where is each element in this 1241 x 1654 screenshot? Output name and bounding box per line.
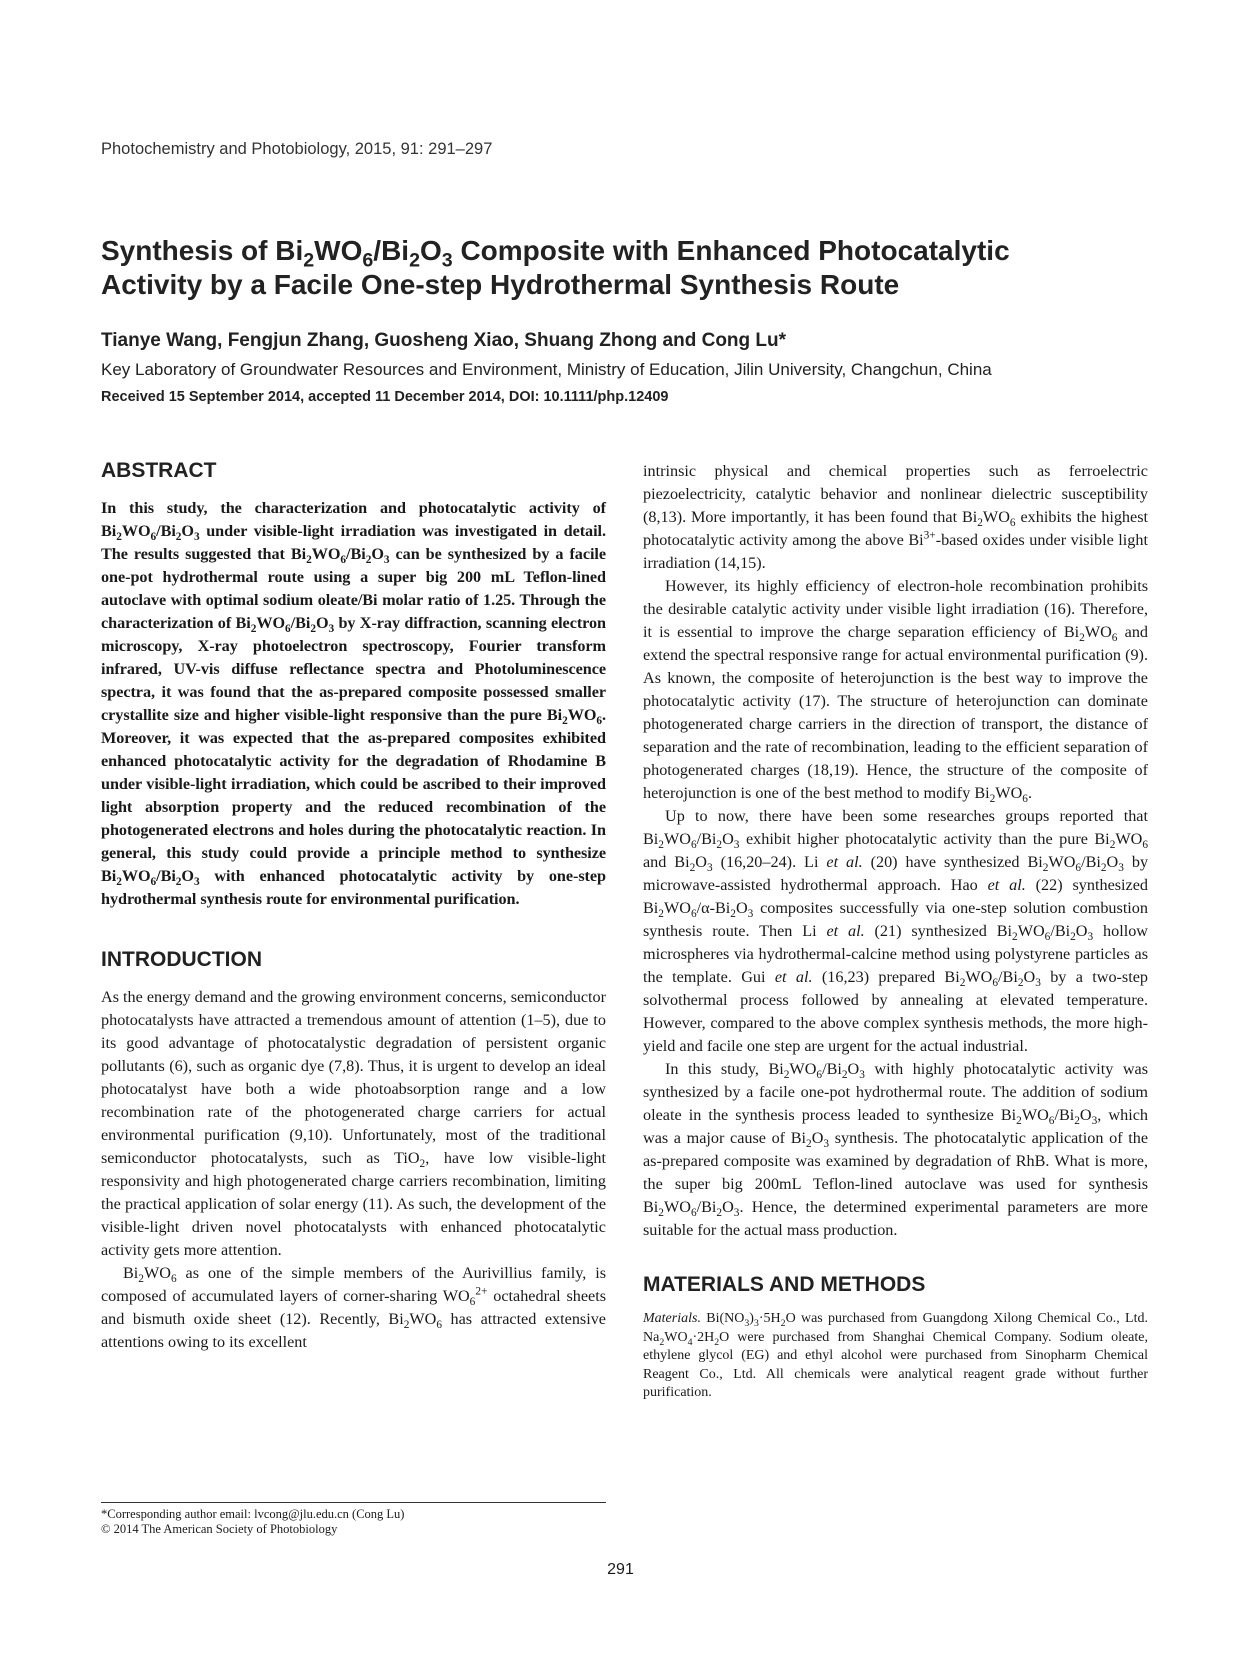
formula-text: Bi — [701, 830, 717, 848]
formula-text: O — [1079, 1106, 1092, 1124]
sub: 2 — [841, 1069, 848, 1082]
sub: 2 — [306, 554, 312, 567]
sub: 2 — [1070, 931, 1076, 944]
sub: 3 — [441, 249, 453, 272]
formula-text: Bi — [350, 545, 366, 563]
sub: 6 — [340, 554, 347, 567]
sub: 2 — [689, 862, 696, 875]
author-list: Tianye Wang, Fengjun Zhang, Guosheng Xiao, Shuang Zhong and Cong Lu* — [101, 330, 787, 351]
sub: 2 — [977, 517, 983, 530]
formula-text: WO — [982, 508, 1010, 526]
sub: 3 — [383, 554, 390, 567]
formula-text: WO — [1084, 623, 1112, 641]
footnote-divider — [101, 1502, 606, 1503]
sub: 2 — [1017, 977, 1024, 990]
sub: 2 — [409, 249, 420, 272]
formula-text: WO — [1048, 853, 1076, 871]
formula-text: Bi — [160, 867, 176, 885]
body-text: with highly photocatalytic activity was synthesized by a facile one-pot hydrothermal route. The addition of sodium oleate in the synthesis process leaded to synthesize Bi — [643, 1060, 1148, 1124]
formula-text: WO — [664, 1329, 688, 1345]
sub: 6 — [1048, 1115, 1055, 1128]
sub: 2 — [116, 876, 122, 889]
formula-text: Bi — [381, 235, 410, 266]
sub: 3 — [328, 623, 335, 636]
sub: 3 — [859, 1069, 865, 1082]
body-text: by microwave-assisted hydrothermal approach. Hao — [643, 853, 1149, 894]
et-al: et al. — [987, 876, 1026, 894]
formula-text: O — [371, 545, 384, 563]
formula-text: Bi — [1054, 922, 1071, 940]
sub: 2 — [1016, 1115, 1022, 1128]
sub: 6 — [150, 876, 157, 889]
formula-text: Bi — [1002, 968, 1018, 986]
body-text: Bi(NO — [706, 1311, 745, 1326]
sub: 3 — [744, 1317, 750, 1329]
page-number: 291 — [607, 1561, 634, 1578]
materials-methods-heading: MATERIALS AND METHODS — [643, 1273, 926, 1296]
formula-text: WO — [663, 899, 691, 917]
formula-text: / — [156, 522, 161, 540]
sub: 2 — [989, 793, 996, 806]
sub: 6 — [469, 1296, 476, 1309]
formula-text: / — [156, 867, 161, 885]
body-text: , have low visible-light responsivity and high photogenerated charge carriers recombination, limiting the practical application of solar energy (11). As such, the development of the visible-light driven novel photocatalysts with enhanced photocatalytic activity gets more attention. — [101, 1149, 606, 1259]
intro-paragraph-1 — [101, 986, 606, 1262]
right-paragraph-2: However, its highly efficiency of electron-hole recombination prohibits the desirable catalytic activity under visible light irradiation (16). Therefore, it is essential to improve the charge separation efficiency of $Bi_2WO_6$ and extend the spectral responsive range for actual environmental purification (9). As known, the composite of heterojunction is the best way to improve the photocatalytic activity (17). The structure of heterojunction can dominate photogenerated charge carriers in the direction of transport, the distance of separation and the rate of recombination, leading to the efficient separation of photogenerated charges (18,19). Hence, the structure of the composite of heterojunction is one of the best method to modify $Bi_2WO_6$. — [643, 577, 1149, 806]
sub: 2 — [716, 839, 723, 852]
body-text: has attracted extensive attentions owing to its excellent — [101, 1310, 606, 1351]
et-al: et al. — [826, 922, 865, 940]
body-text: by a two-step solvothermal process followed by annealing at elevated temperature. However, compared to the above complex synthesis methods, the more high-yield and facile one step are urgent for the actual industrial. — [643, 968, 1149, 1055]
sub: 2 — [1109, 839, 1116, 852]
formula-text: O — [735, 899, 748, 917]
sub: 2 — [780, 1317, 786, 1329]
body-text: O was purchased from Guangdong Xilong Chemical Co., Ltd. Na — [643, 1311, 1148, 1345]
sub: 6 — [1009, 517, 1016, 530]
sub: 2 — [1074, 1115, 1080, 1128]
formula-text: WO — [789, 1060, 817, 1078]
body-text: (16,23) prepared Bi — [821, 968, 960, 986]
body-text: . Hence, the determined experimental parameters are more suitable for the actual mass production. — [643, 1198, 1148, 1239]
formula-text: O — [1023, 968, 1036, 986]
formula-text: O — [722, 1198, 734, 1216]
sub: 3 — [733, 1207, 740, 1220]
body-text: exhibit higher photocatalytic activity than the pure Bi — [745, 830, 1110, 848]
formula-text: O — [847, 1060, 860, 1078]
sub: 6 — [816, 1069, 823, 1082]
body-text: and Bi — [643, 853, 690, 871]
body-text: (21) synthesized Bi — [874, 922, 1013, 940]
formula-text: WO — [1017, 922, 1045, 940]
title-line1-rest: Composite with Enhanced Photocatalytic — [460, 235, 1010, 266]
formula-text: / — [346, 545, 351, 563]
formula-text: WO — [311, 545, 341, 563]
formula-text: WO — [121, 522, 151, 540]
formula-text: / — [290, 614, 296, 632]
sub: 2 — [138, 1273, 144, 1286]
sub: 6 — [1111, 632, 1118, 645]
sub: 2 — [303, 249, 315, 272]
body-text: composites successfully via one-step solution combustion synthesis route. Then Li — [643, 899, 1148, 940]
et-al: et al. — [826, 853, 863, 871]
formula-text: Bi — [123, 1264, 139, 1282]
body-text: ·5H — [758, 1311, 781, 1326]
formula-text: WO — [1021, 1106, 1049, 1124]
formula-text: / — [1081, 853, 1086, 871]
sub: 3 — [823, 1138, 830, 1151]
formula-text: WO — [663, 830, 691, 848]
body-text: exhibits the highest photocatalytic activity among the above Bi — [643, 508, 1149, 549]
formula-text: O — [181, 522, 194, 540]
right-paragraph-3 — [643, 805, 1148, 1058]
sub: 2 — [419, 1158, 426, 1171]
sub: 3 — [193, 876, 200, 889]
sub: 3 — [193, 531, 200, 544]
sub: 2 — [562, 715, 568, 728]
formula-text: WO — [121, 867, 151, 885]
body-text: , which was a major cause of Bi — [643, 1106, 1148, 1147]
body-text: as one of the simple members of the Aurivillius family, is composed of accumulated layers of corner-sharing WO — [101, 1264, 607, 1305]
formula-text: O — [695, 853, 707, 871]
formula-text: WO — [663, 1198, 691, 1216]
paper-title — [101, 234, 1161, 302]
corresponding-author-note: *Corresponding author email: lvcong@jlu.edu.cn (Cong Lu) — [101, 1507, 405, 1521]
sub: 2 — [658, 1207, 664, 1220]
journal-citation: Photochemistry and Photobiology, 2015, 91: 291–297 — [101, 140, 493, 158]
sub: 6 — [1142, 839, 1148, 852]
formula-text: O — [722, 830, 734, 848]
sub: 6 — [436, 1319, 443, 1332]
formula-text: /α-Bi — [696, 899, 731, 917]
formula-text: WO — [995, 784, 1023, 802]
formula-text: / — [822, 1060, 827, 1078]
sub: 2 — [714, 1336, 720, 1348]
sub: 6 — [596, 715, 602, 728]
abstract-text: with enhanced photocatalytic activity by one-step hydrothermal synthesis route for environmental purification. — [101, 867, 606, 908]
formula-text: Bi — [826, 1060, 842, 1078]
sub: 4 — [687, 1336, 693, 1348]
sub: 2 — [1012, 931, 1018, 944]
formula-text: O — [315, 614, 329, 632]
abstract-text: . Moreover, it was expected that the as-prepared composites exhibited enhanced photocatalytic activity for the degradation of Rhodamine B under visible-light irradiation, which could be ascribed to their improved light absorption property and the reduced recombination of the photogenerated electrons and holes during the photocatalytic reaction. In general, this study could provide a principle method to synthesize Bi — [101, 706, 606, 885]
sub: 6 — [1075, 862, 1082, 875]
body-text: octahedral sheets and bismuth oxide sheet (12). Recently, Bi — [101, 1287, 607, 1328]
body-text: (22) synthesized Bi — [643, 876, 1149, 917]
formula-text: / — [1054, 1106, 1059, 1124]
formula-text: Bi — [160, 522, 176, 540]
right-paragraph-1 — [643, 460, 1148, 575]
sub: 6 — [992, 977, 999, 990]
abstract-text: In this study, the characterization and photocatalytic activity of Bi — [101, 499, 606, 540]
sup: 3+ — [923, 529, 936, 542]
sub: 6 — [285, 623, 291, 636]
formula-text: O — [811, 1129, 824, 1147]
sub: 3 — [733, 839, 740, 852]
sub: 2 — [250, 623, 257, 636]
sub: 3 — [1091, 1115, 1098, 1128]
formula-text: WO — [567, 706, 597, 724]
formula-text: WO — [256, 614, 286, 632]
right-paragraph-4 — [643, 1058, 1148, 1242]
body-text: ·2H — [692, 1329, 715, 1345]
sub: 6 — [690, 908, 697, 921]
formula-text: WO — [409, 1310, 437, 1328]
sub: 2 — [1079, 632, 1085, 645]
body-text: synthesis. The photocatalytic application of the as-prepared composite was examined by degradation of RhB. What is more, the super big 200mL Teflon-lined autoclave was used for synthesis Bi — [643, 1129, 1149, 1216]
abstract-text: can be synthesized by a facile one-pot hydrothermal route using a super big 200 mL Teflon-lined autoclave with optimal sodium oleate/Bi molar ratio of 1.25. Through the characterization of Bi — [101, 545, 607, 632]
formula-text: Bi — [1058, 1106, 1075, 1124]
sub: 2 — [116, 531, 122, 544]
body-text: As the energy demand and the growing environment concerns, semiconductor photocatalysts have attracted a tremendous amount of attention (1–5), due to its good advantage of photocatalystic degradation of persistent organic pollutants (6), such as organic dye (7,8). Thus, it is urgent to develop an ideal photocatalyst have both a wide photoabsorption range and a low recombination rate of the photogenerated charge carriers for actual environmental purification (9,10). Unfortunately, most of the traditional semiconductor photocatalysts, such as TiO — [101, 988, 606, 1167]
sub: 2 — [783, 1069, 790, 1082]
body-text: Up to now, there have been some researches groups reported that Bi — [643, 807, 1148, 848]
sub: 2 — [1042, 862, 1049, 875]
formula-text: WO — [314, 235, 363, 266]
sub: 3 — [753, 1317, 759, 1329]
sup: 2+ — [475, 1285, 488, 1298]
et-al: et al. — [774, 968, 813, 986]
title-line2: Activity by a Facile One-step Hydrothermal Synthesis Route — [101, 269, 900, 300]
footnote — [101, 1507, 606, 1537]
abstract-heading: ABSTRACT — [101, 459, 217, 482]
sub: 6 — [150, 531, 157, 544]
affiliation: Key Laboratory of Groundwater Resources and Environment, Ministry of Education, Jilin University, Changchun, China — [101, 360, 992, 379]
formula-text: / — [696, 830, 702, 848]
intro-paragraph-2 — [101, 1262, 606, 1354]
sub: 6 — [690, 1207, 697, 1220]
sub: 2 — [806, 1138, 812, 1151]
body-text: In this study, Bi — [665, 1060, 784, 1078]
sub: 2 — [716, 1207, 723, 1220]
sub: 2 — [1100, 862, 1107, 875]
body-text: (20) have synthesized Bi — [870, 853, 1043, 871]
formula-text: / — [998, 968, 1003, 986]
abstract-text: under visible-light irradiation was investigated in detail. The results suggested that Bi — [101, 522, 606, 563]
sub: 2 — [658, 839, 664, 852]
sub: 3 — [1035, 977, 1041, 990]
body-text: hollow microspheres via hydrothermal-calcine method using polystyrene particles as the template. Gui — [643, 922, 1148, 986]
materials-label: Materials. — [643, 1311, 701, 1326]
body-text: and extend the spectral responsive range for actual environmental purification (9). As known, the composite of heterojunction is the best way to improve the photocatalytic activity (17). The structure of heterojunction can dominate photogenerated charge carriers in the direction of transport, the distance of separation and the rate of recombination, leading to the efficient separation of photogenerated charges (18,19). Hence, the structure of the composite of heterojunction is one of the best method to modify Bi — [643, 623, 1149, 802]
formula-text: O — [1106, 853, 1119, 871]
sub: 6 — [1022, 793, 1028, 806]
sub: 6 — [690, 839, 697, 852]
sub: 2 — [310, 623, 316, 636]
sub: 3 — [1087, 931, 1094, 944]
body-text: O were purchased from Shanghai Chemical Company. Sodium oleate, ethylene glycol (EG) and ethyl alcohol were purchased from Sinopharm Chemical Reagent Co., Ltd. All chemicals were analytical reagent grade without further purification. — [643, 1329, 1148, 1400]
formula-text: Bi — [1085, 853, 1101, 871]
sub: 2 — [659, 1336, 665, 1348]
formula-text: / — [373, 235, 382, 266]
body-text: intrinsic physical and chemical properties such as ferroelectric piezoelectricity, catalytic behavior and nonlinear dielectric susceptibility (8,13). More importantly, it has been found that Bi — [643, 462, 1148, 526]
body-text: -based oxides under visible light irradiation (14,15). — [643, 531, 1148, 572]
formula-text: ) — [749, 1311, 754, 1326]
formula-text: Bi — [701, 1198, 717, 1216]
formula-text: / — [1050, 922, 1055, 940]
sub: 2 — [403, 1319, 410, 1332]
formula-text: WO — [965, 968, 993, 986]
body-text: However, its highly efficiency of electron-hole recombination prohibits the desirable catalytic activity under visible light irradiation (16). Therefore, it is essential to improve the charge separation efficiency of Bi — [643, 577, 1148, 641]
right-column — [643, 460, 1148, 1403]
formula-text: O — [1075, 922, 1088, 940]
formula-text: Bi — [295, 614, 311, 632]
sub: 2 — [730, 908, 736, 921]
formula-text: O — [181, 867, 194, 885]
sub: 2 — [175, 531, 182, 544]
sub: 2 — [658, 908, 664, 921]
copyright-note: © 2014 The American Society of Photobiology — [101, 1522, 338, 1536]
sub: 3 — [706, 862, 713, 875]
title-line1-prefix: Synthesis of Bi — [101, 235, 304, 266]
sub: 6 — [170, 1273, 177, 1286]
formula-text: O — [419, 235, 442, 266]
sub: 2 — [365, 554, 372, 567]
body-text: (16,20–24). Li — [720, 853, 819, 871]
sub: 2 — [959, 977, 966, 990]
formula-text: WO — [143, 1264, 171, 1282]
materials-paragraph — [643, 1310, 1148, 1403]
sub: 6 — [1044, 931, 1051, 944]
sub: 2 — [175, 876, 182, 889]
formula-text: / — [696, 1198, 702, 1216]
formula-text: WO — [1115, 830, 1143, 848]
sub: 3 — [1118, 862, 1124, 875]
introduction-heading: INTRODUCTION — [101, 948, 262, 971]
sub: 6 — [362, 249, 374, 272]
abstract-body — [101, 497, 606, 911]
received-doi: Received 15 September 2014, accepted 11 December 2014, DOI: 10.1111/php.12409 — [101, 389, 669, 405]
left-column — [101, 458, 606, 1354]
sub: 3 — [747, 908, 754, 921]
abstract-text: by X-ray diffraction, scanning electron microscopy, X-ray photoelectron spectroscopy, Fourier transform infrared, UV-vis diffuse reflectance spectra and Photoluminescence spectra, it was found that the as-prepared composite possessed smaller crystallite size and higher visible-light responsive than the pure Bi — [101, 614, 607, 724]
